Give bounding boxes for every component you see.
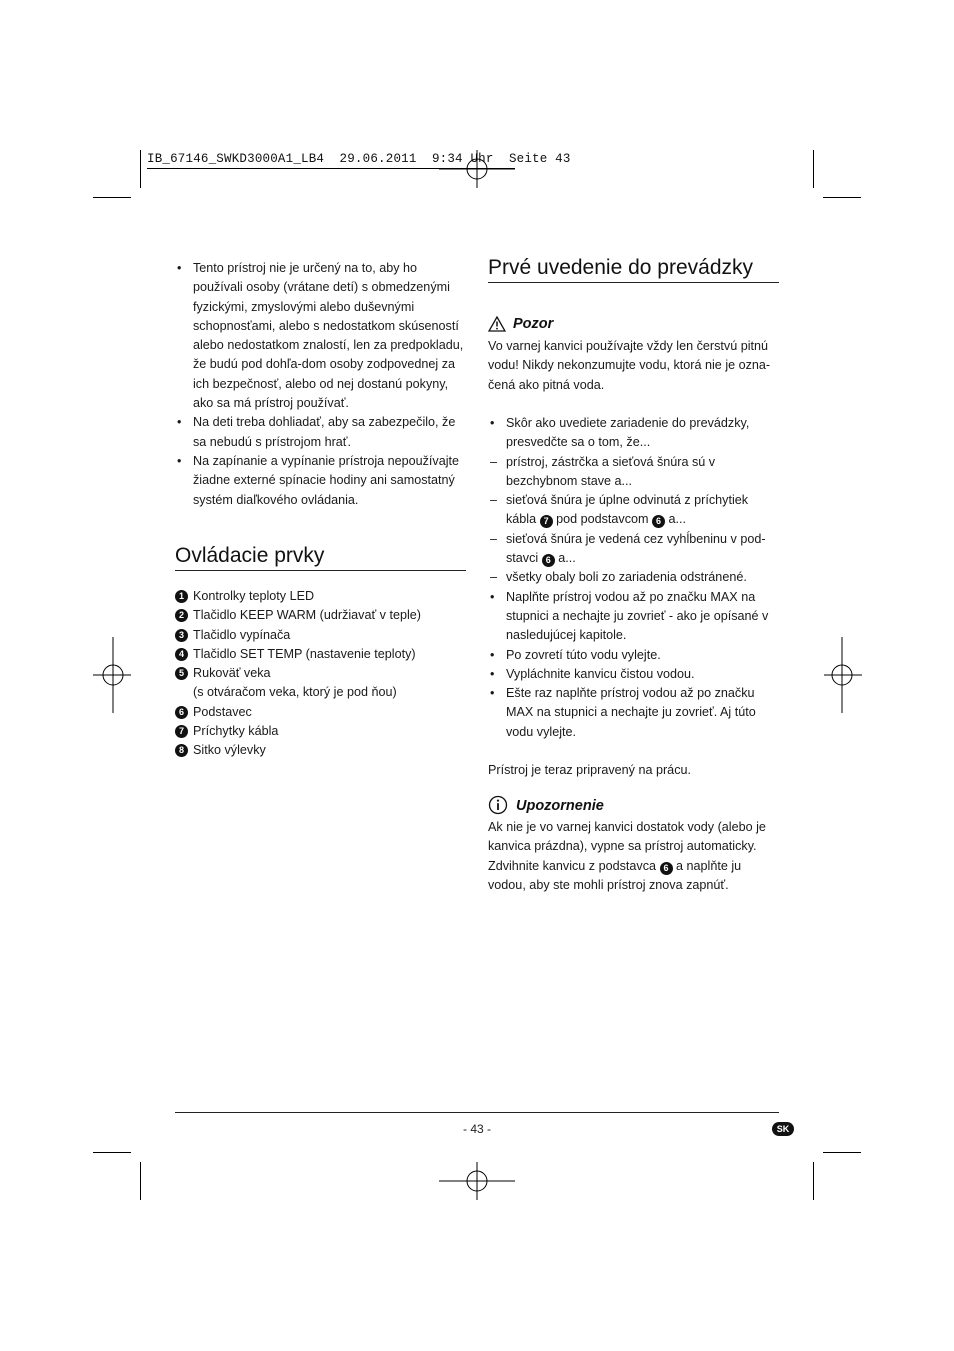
- number-badge: 8: [175, 744, 188, 757]
- left-column: [175, 259, 467, 510]
- page-number: - 43 -: [462, 1122, 491, 1136]
- list-item: 6 Podstavec: [175, 703, 467, 722]
- number-badge: 6: [175, 706, 188, 719]
- number-badge: 1: [175, 590, 188, 603]
- controls-heading-rule: [175, 570, 466, 571]
- number-badge: 6: [542, 554, 555, 567]
- notice-text: Ak nie je vo varnej kanvici dostatok vody (alebo je kanvica prázdna), vypne sa prístroj automaticky. Zdvihnite kanvicu z podstavca 6 a naplňte ju vodou, aby ste mohli prístroj znova zapnúť.: [488, 820, 766, 892]
- list-item: 2 Tlačidlo KEEP WARM (udržiavať v teple): [175, 606, 467, 625]
- controls-list: [175, 587, 467, 761]
- crop-mark: [823, 1152, 861, 1153]
- number-badge: 2: [175, 609, 188, 622]
- list-item: • Naplňte prístroj vodou až po značku MAX na stupnici a nechajte ju zovrieť - ako je opísané v nasledujúcej kapitole.: [490, 589, 769, 643]
- footer-rule: [175, 1112, 779, 1113]
- registration-mark-left: [93, 637, 133, 715]
- list-item: – sieťová šnúra je úplne odvinutá z príchytiek kábla 7 pod podstavcom 6 a...: [490, 493, 749, 527]
- crop-mark: [93, 197, 131, 198]
- ready-text: Prístroj je teraz pripravený na prácu.: [488, 763, 691, 777]
- number-badge: 7: [175, 725, 188, 738]
- first-use-heading: Prvé uvedenie do prevádzky: [488, 256, 753, 279]
- list-item: – prístroj, zástrčka a sieťová šnúra sú v bezchybnom stave a...: [490, 454, 716, 488]
- crop-mark: [93, 1152, 131, 1153]
- crop-mark: [823, 197, 861, 198]
- crop-mark: [813, 1162, 814, 1200]
- number-badge: 5: [175, 667, 188, 680]
- number-badge: 6: [660, 862, 673, 875]
- list-item: 1 Kontrolky teploty LED: [175, 587, 467, 606]
- safety-bullet-list: [175, 259, 467, 510]
- list-item: • Na zapínanie a vypínanie prístroja nepoužívajte žiadne externé spínacie hodiny ani samostatný systém diaľkového ovládania.: [177, 453, 460, 507]
- crop-mark: [140, 1162, 141, 1200]
- info-icon: [488, 795, 508, 815]
- steps-container: [488, 414, 780, 742]
- number-badge: 4: [175, 648, 188, 661]
- list-item: – sieťová šnúra je vedená cez vyhĺbeninu v pod-stavci 6 a...: [490, 531, 766, 566]
- list-item: • Vypláchnite kanvicu čistou vodou.: [490, 666, 695, 681]
- list-item: • Na deti treba dohliadať, aby sa zabezpečilo, že sa nebudú s prístrojom hrať.: [177, 415, 456, 449]
- registration-mark-right: [822, 637, 862, 715]
- notice-title: Upozornenie: [516, 798, 604, 814]
- print-slug: IB_67146_SWKD3000A1_LB4 29.06.2011 9:34 Uhr Seite 43: [147, 152, 571, 166]
- list-item: • Ešte raz naplňte prístroj vodou až po značku MAX na stupnici a nechajte ju zovrieť. Aj túto vodu vylejte.: [490, 686, 756, 739]
- list-item: – všetky obaly boli zo zariadenia odstránené.: [490, 570, 747, 585]
- crop-mark: [140, 150, 141, 188]
- list-item: • Tento prístroj nie je určený na to, aby ho používali osoby (vrátane detí) s obmedzenými fyzickými, zmyslovými alebo duševnými schopnosťami, alebo s nedostatkom skúseností alebo nedostatkom znalostí, len za predpokladu, že budú pod dohľa-dom osoby zodpovednej za ich bezpečnosť, alebo od nej dostanú pokyny, ako sa má prístroj používať.: [177, 261, 464, 411]
- list-item: 3 Tlačidlo vypínača: [175, 626, 467, 645]
- list-item: 4 Tlačidlo SET TEMP (nastavenie teploty): [175, 645, 467, 664]
- language-badge: SK: [772, 1122, 794, 1136]
- number-badge: 6: [652, 515, 665, 528]
- caution-title: Pozor: [513, 316, 554, 332]
- number-badge: 3: [175, 629, 188, 642]
- warning-triangle-icon: [488, 316, 506, 332]
- controls-heading: Ovládacie prvky: [175, 544, 325, 567]
- controls-list-container: [175, 587, 467, 761]
- list-item: • Skôr ako uvediete zariadenie do prevádzky, presvedčte sa o tom, že...: [490, 416, 750, 450]
- list-item: 5 Rukoväť veka (s otváračom veka, ktorý je pod ňou): [175, 664, 467, 703]
- steps-list: [488, 414, 780, 742]
- first-use-heading-rule: [488, 282, 779, 283]
- crop-mark: [813, 150, 814, 188]
- caution-text: Vo varnej kanvici používajte vždy len čerstvú pitnú vodu! Nikdy nekonzumujte vodu, ktorá nie je ozna-čená ako pitná voda.: [488, 339, 771, 392]
- number-badge: 7: [540, 515, 553, 528]
- list-item: 8 Sitko výlevky: [175, 741, 467, 760]
- list-item: • Po zovretí túto vodu vylejte.: [490, 647, 661, 662]
- registration-mark-bottom: [437, 1162, 517, 1202]
- registration-mark-top: [437, 150, 517, 190]
- list-item: 7 Príchytky kábla: [175, 722, 467, 741]
